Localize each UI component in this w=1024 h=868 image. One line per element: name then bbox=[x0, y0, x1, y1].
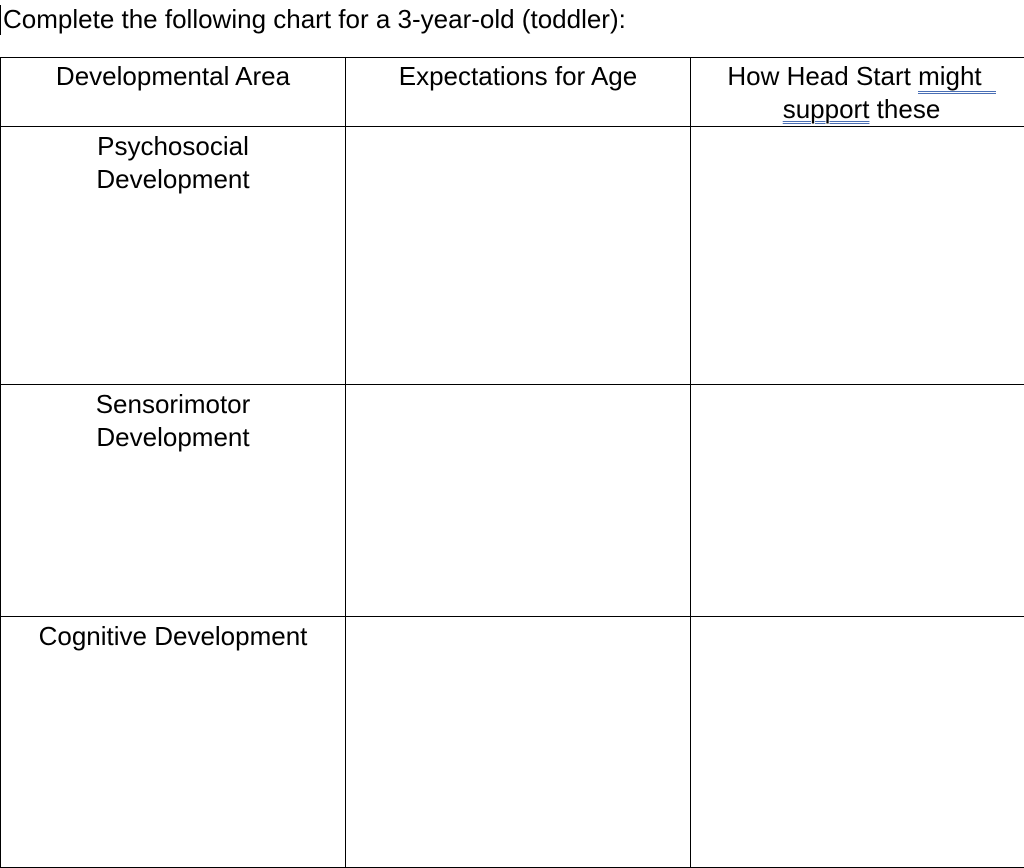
text-cursor bbox=[0, 5, 1, 35]
support-cell-cognitive[interactable] bbox=[691, 617, 1024, 868]
header-area-label: Developmental Area bbox=[1, 58, 345, 93]
expectations-cell-sensorimotor[interactable] bbox=[346, 385, 691, 617]
spellcheck-word-support[interactable]: support bbox=[783, 94, 870, 124]
area-cell-cognitive bbox=[1, 617, 346, 868]
header-support-prefix: How Head Start bbox=[727, 61, 918, 91]
header-developmental-area bbox=[1, 58, 346, 127]
area-label-line1: Sensorimotor bbox=[96, 389, 251, 419]
instruction-text: Complete the following chart for a 3-year-old (toddler): bbox=[3, 3, 626, 35]
support-cell-psychosocial[interactable] bbox=[691, 127, 1024, 385]
table-row bbox=[1, 127, 1024, 385]
table-header-row bbox=[1, 58, 1024, 127]
area-label-line2: Development bbox=[96, 422, 249, 452]
area-cell-psychosocial bbox=[1, 127, 346, 385]
expectations-cell-cognitive[interactable] bbox=[346, 617, 691, 868]
header-expectations bbox=[346, 58, 691, 127]
table-row bbox=[1, 617, 1024, 868]
header-expectations-label: Expectations for Age bbox=[346, 58, 690, 93]
area-label-line1: Psychosocial bbox=[97, 131, 249, 161]
area-label-line1: Cognitive Development bbox=[39, 621, 308, 651]
development-chart-table bbox=[0, 57, 1024, 868]
header-support bbox=[691, 58, 1024, 127]
header-support-suffix: these bbox=[869, 94, 940, 124]
header-support-label bbox=[691, 58, 1024, 126]
expectations-cell-psychosocial[interactable] bbox=[346, 127, 691, 385]
table-row bbox=[1, 385, 1024, 617]
area-cell-sensorimotor bbox=[1, 385, 346, 617]
spellcheck-word-might[interactable]: might bbox=[918, 61, 996, 94]
support-cell-sensorimotor[interactable] bbox=[691, 385, 1024, 617]
area-label-line2: Development bbox=[96, 164, 249, 194]
